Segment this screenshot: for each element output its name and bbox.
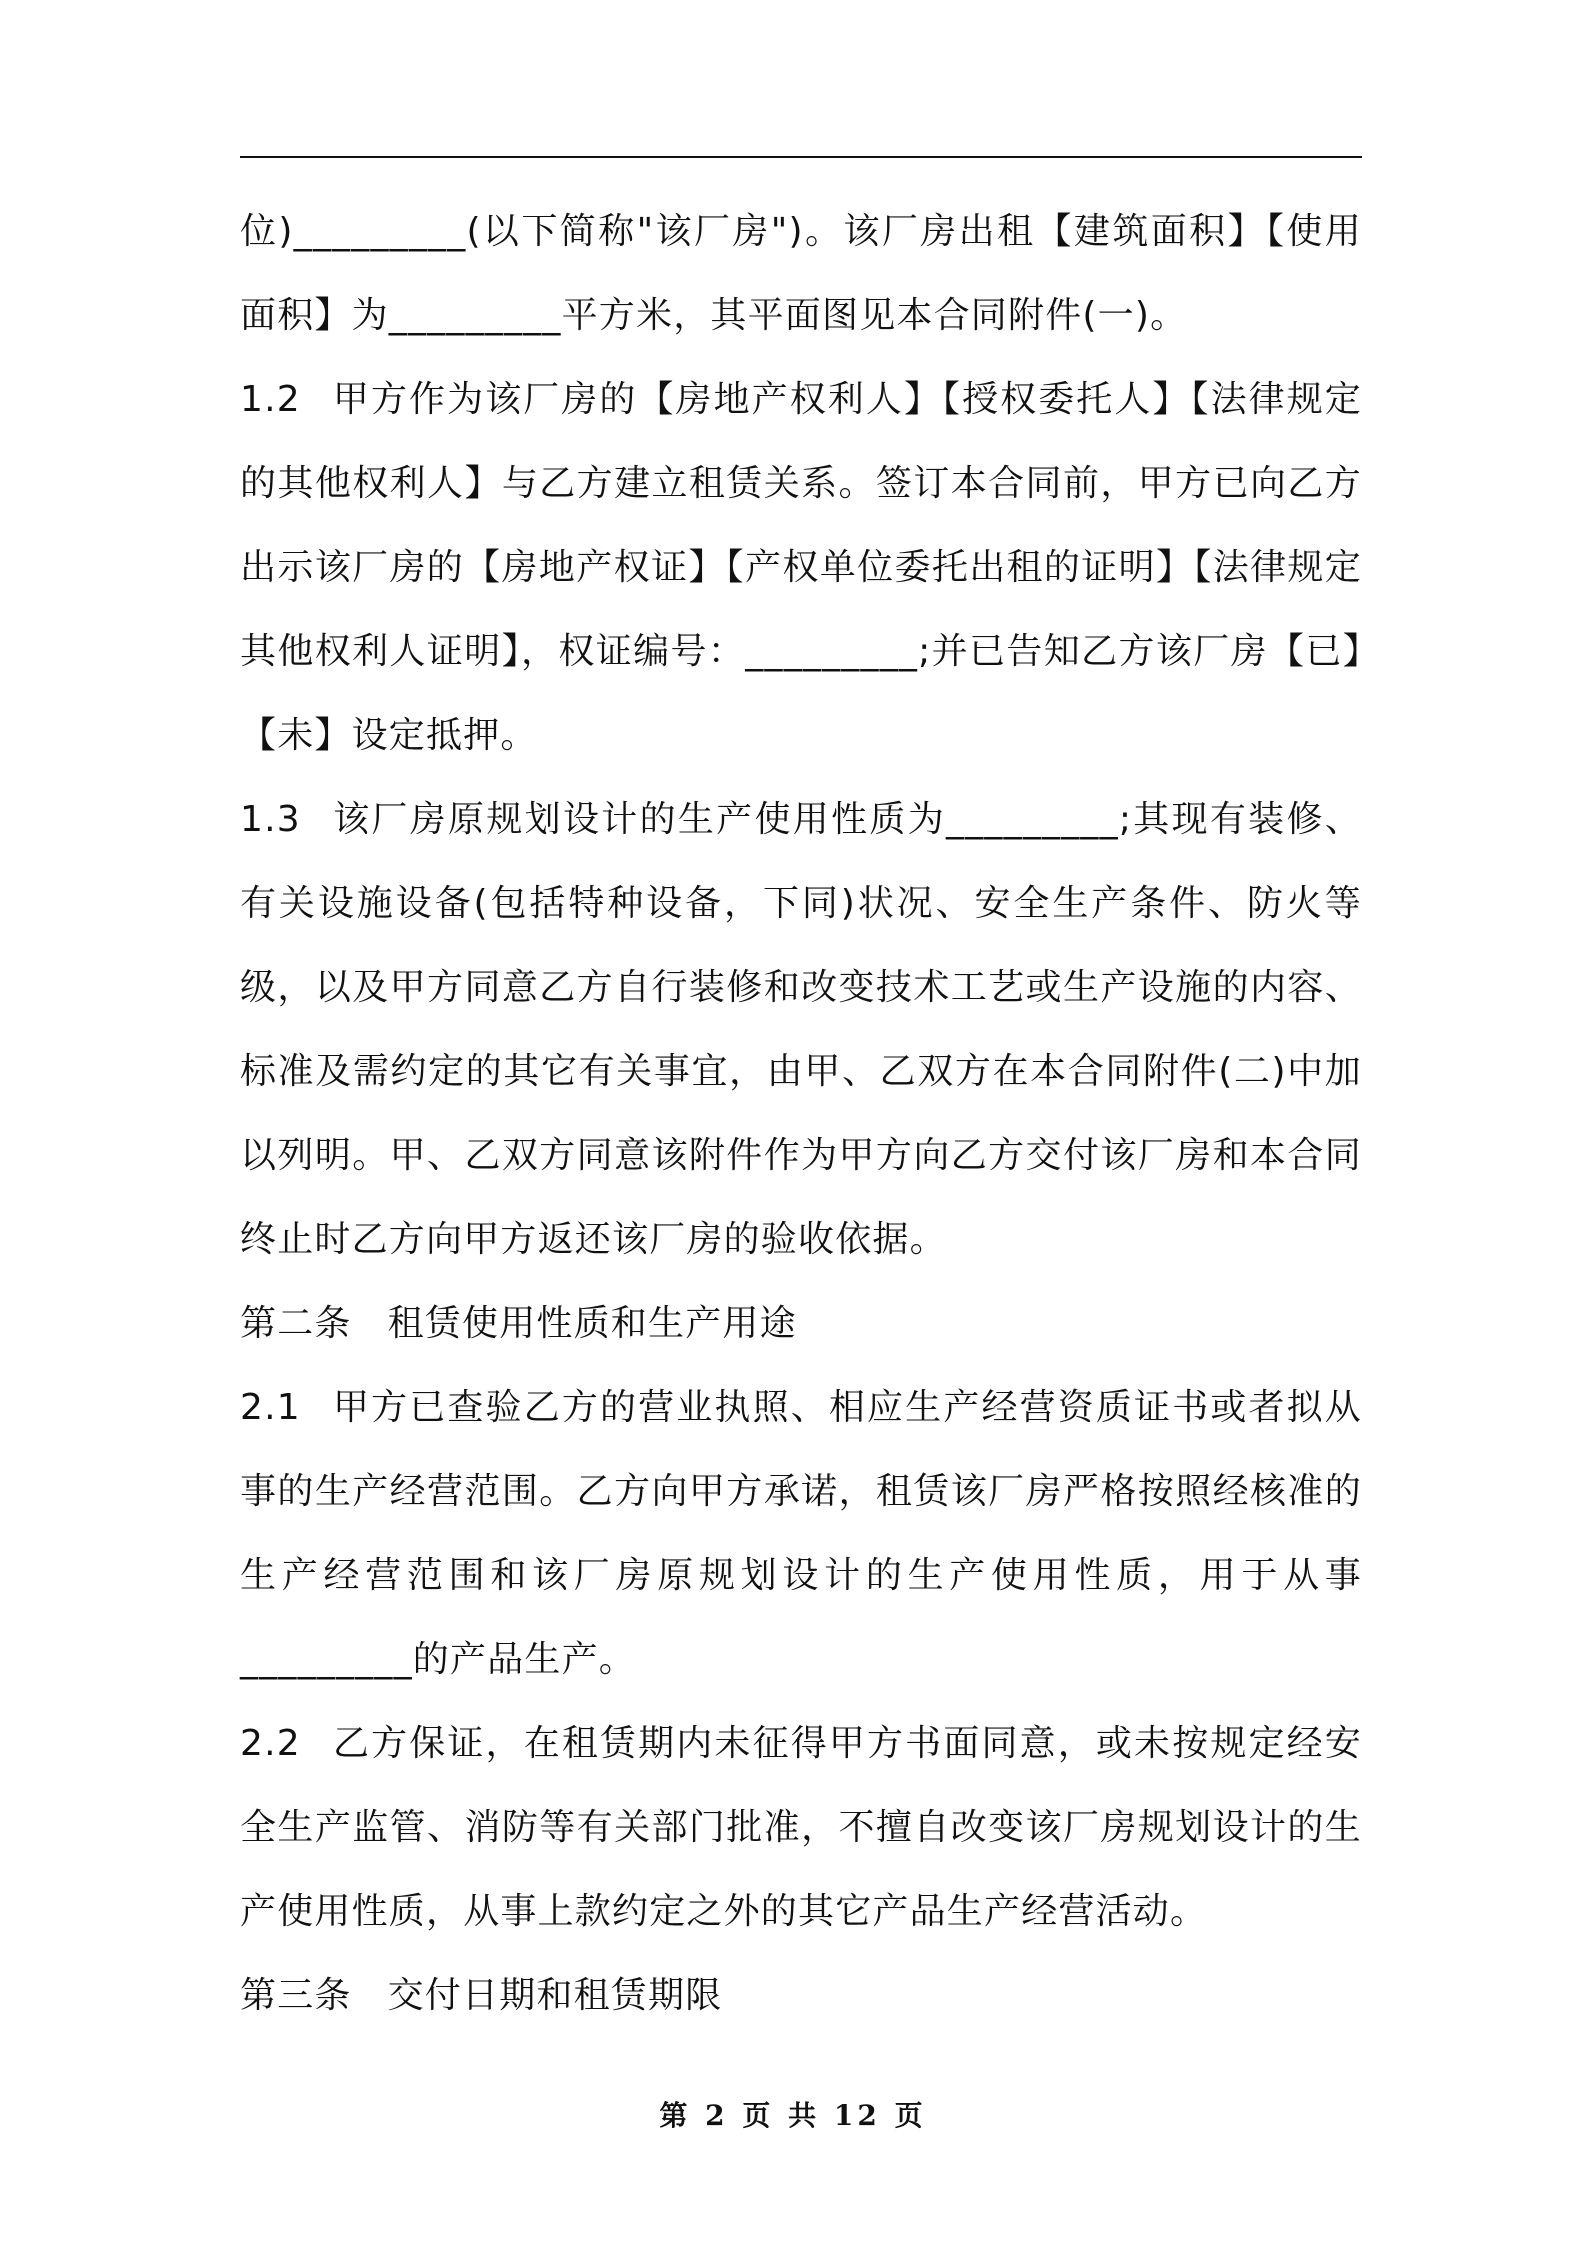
clause-2-1 xyxy=(240,1366,1362,1702)
contract-body xyxy=(240,190,1362,2038)
header-divider xyxy=(240,156,1362,158)
clause-text: 甲方已查验乙方的营业执照、相应生产经营资质证书或者拟从事的生产经营范围。乙方向甲方承诺，租赁该厂房严格按照经核准的生产经营范围和该厂房原规划设计的生产使用性质，用于从事_________的产品生产。 xyxy=(240,1387,1362,1680)
article-3-heading xyxy=(240,1954,1362,2038)
clause-number: 2.1 xyxy=(240,1387,301,1428)
paragraph-text: 位)_________(以下简称"该厂房")。该厂房出租【建筑面积】【使用面积】为_________平方米，其平面图见本合同附件(一)。 xyxy=(240,211,1362,336)
clause-number: 1.2 xyxy=(240,379,301,420)
clause-number: 2.2 xyxy=(240,1723,301,1764)
article-title: 交付日期和租赁期限 xyxy=(387,1975,723,2016)
clause-text: 甲方作为该厂房的【房地产权利人】【授权委托人】【法律规定的其他权利人】与乙方建立租赁关系。签订本合同前，甲方已向乙方出示该厂房的【房地产权证】【产权单位委托出租的证明】【法律规定其他权利人证明】，权证编号：_________;并已告知乙方该厂房【已】【未】设定抵押。 xyxy=(240,379,1362,756)
clause-text: 该厂房原规划设计的生产使用性质为_________;其现有装修、有关设施设备(包括特种设备，下同)状况、安全生产条件、防火等级，以及甲方同意乙方自行装修和改变技术工艺或生产设施的内容、标准及需约定的其它有关事宜，由甲、乙双方在本合同附件(二)中加以列明。甲、乙双方同意该附件作为甲方向乙方交付该厂房和本合同终止时乙方向甲方返还该厂房的验收依据。 xyxy=(240,799,1362,1260)
article-2-heading xyxy=(240,1282,1362,1366)
clause-text: 乙方保证，在租赁期内未征得甲方书面同意，或未按规定经安全生产监管、消防等有关部门批准，不擅自改变该厂房规划设计的生产使用性质，从事上款约定之外的其它产品生产经营活动。 xyxy=(240,1723,1362,1932)
clause-2-2 xyxy=(240,1702,1362,1954)
article-number: 第二条 xyxy=(240,1303,352,1344)
page-number-footer: 第 2 页 共 12 页 xyxy=(659,2099,927,2132)
clause-1-2 xyxy=(240,358,1362,778)
paragraph-continuation xyxy=(240,190,1362,358)
article-title: 租赁使用性质和生产用途 xyxy=(387,1303,797,1344)
clause-number: 1.3 xyxy=(240,799,301,840)
clause-1-3 xyxy=(240,778,1362,1282)
article-number: 第三条 xyxy=(240,1975,352,2016)
